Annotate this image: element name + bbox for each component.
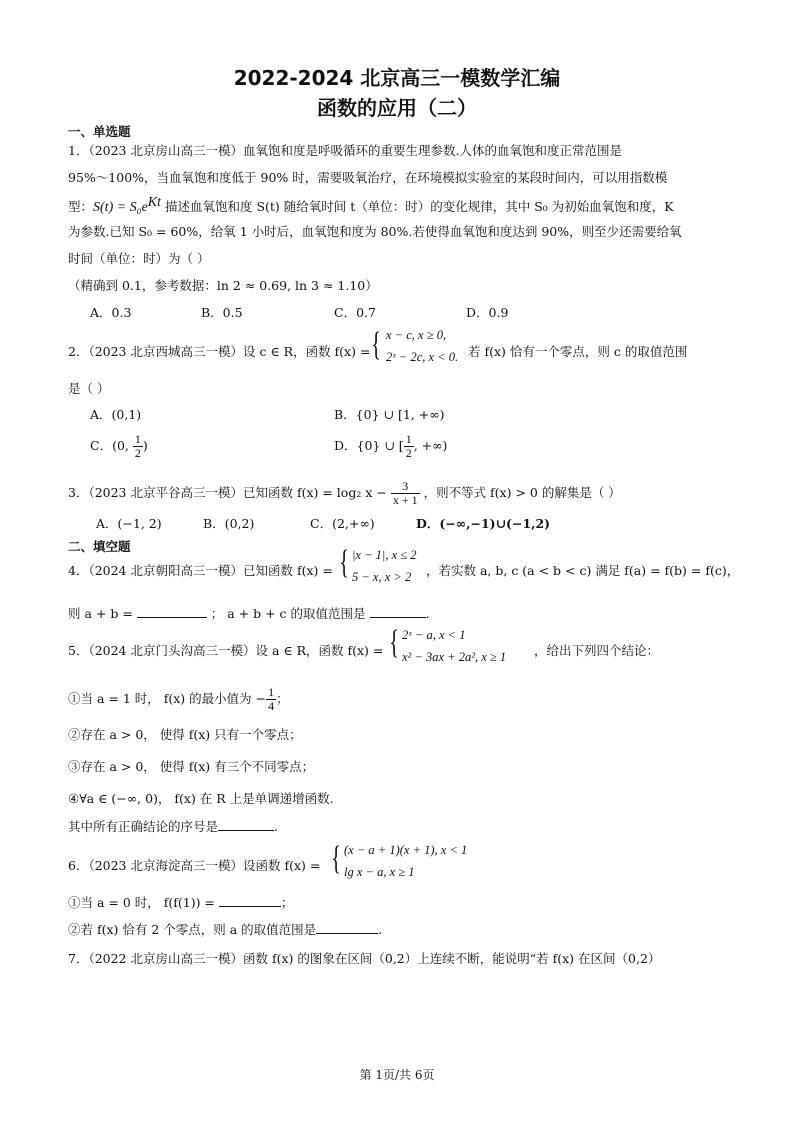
- q2-option-c-suffix: ): [142, 438, 148, 453]
- q2-lead: 2．（2023 北京西城高三一模）设 c ∈ R，函数 f(x) =: [68, 344, 371, 359]
- q1-option-d: D．0.9: [466, 305, 509, 320]
- q3-line: [68, 480, 621, 507]
- q4-case1: |x − 1|, x ≤ 2: [352, 548, 417, 562]
- q6-item2: [68, 920, 382, 938]
- q2-line2: 是（ ）: [68, 381, 110, 396]
- q1-line3-suffix: 描述血氧饱和度 S(t) 随给氧时间 t（单位：时）的变化规律，其中 S₀ 为初始血氧饱和度，K: [161, 199, 674, 215]
- q4-answer-blank-2[interactable]: [370, 605, 426, 618]
- q2-option-c-prefix: C．(0,: [90, 438, 133, 453]
- q3-fraction-denominator: x + 1: [392, 493, 418, 507]
- q5-case2: x² − 3ax + 2a², x ≥ 1: [402, 650, 507, 664]
- q2-option-c-fraction: [133, 433, 143, 460]
- q6-answer-blank-1[interactable]: [219, 894, 281, 907]
- q6-item2-text: ②若 f(x) 恰有 2 个零点，则 a 的取值范围是: [68, 922, 317, 937]
- q5-lead: 5．（2024 北京门头沟高三一模）设 a ∈ R，函数 f(x) =: [68, 643, 384, 658]
- q6-answer-blank-2[interactable]: [316, 921, 378, 934]
- q6-item2-end: .: [378, 922, 383, 937]
- q4-answer-blank-1[interactable]: [137, 605, 207, 618]
- q5-item1-fraction: [266, 686, 276, 713]
- q2-case1: x − c, x ≥ 0,: [386, 328, 447, 342]
- q2-option-a: A．(0,1): [90, 407, 142, 422]
- q4-line2-end: .: [425, 606, 430, 621]
- q2-option-b: B．{0} ∪ [1, +∞): [334, 407, 445, 422]
- q5-item1-end: ；: [276, 691, 289, 706]
- q2-piecewise-brace: {: [371, 326, 382, 363]
- q2-case2: 2ˣ − 2c, x < 0.: [386, 350, 459, 364]
- q5-item4: ④∀a ∈ (−∞, 0)， f(x) 在 R 上是单调递增函数.: [68, 791, 334, 806]
- q1-formula: S(t) = S₀e: [93, 200, 148, 216]
- q6-case2: lg x − a, x ≥ 1: [344, 865, 415, 879]
- q1-line1: 1．（2023 北京房山高三一模）血氧饱和度是呼吸循环的重要生理参数.人体的血氧饱和度正常范围是: [68, 143, 622, 158]
- q4-tail: ，若实数 a, b, c (a < b < c) 满足 f(a) = f(b) = f(c)，: [426, 563, 740, 578]
- q5-item1-numerator: 1: [268, 685, 275, 699]
- q4-line2-part-a: 则 a + b =: [68, 606, 133, 621]
- page-footer: 第 1页/共 6页: [359, 1068, 435, 1082]
- q1-option-c: C．0.7: [334, 305, 376, 320]
- q2-option-d-denominator: 2: [405, 446, 412, 460]
- q4-piecewise-brace: {: [339, 544, 350, 581]
- q1-line3: [68, 195, 674, 216]
- q5-item2: ②存在 a > 0， 使得 f(x) 只有一个零点；: [68, 727, 302, 742]
- q3-lead: 3．（2023 北京平谷高三一模）已知函数 f(x) = log₂ x −: [68, 485, 387, 500]
- q1-line3-prefix: 型：: [68, 199, 94, 215]
- q4-lead: 4．（2024 北京朝阳高三一模）已知函数 f(x) =: [68, 563, 333, 578]
- q2-option-d-numerator: 1: [405, 432, 412, 446]
- section-heading-single-choice: 一、单选题: [68, 124, 131, 139]
- section-heading-fill-in: 二、填空题: [68, 539, 131, 554]
- q5-item1-text: ①当 a = 1 时， f(x) 的最小值为 −: [68, 691, 267, 706]
- q4-line2-part-b: ； a + b + c 的取值范围是: [210, 606, 366, 621]
- q3-fraction-numerator: 3: [391, 480, 420, 494]
- q6-item1-end: ；: [280, 895, 294, 910]
- q2-option-c: [90, 433, 148, 460]
- q6-item1-text: ①当 a = 0 时， f(f(1)) =: [68, 895, 215, 910]
- q5-item1-denominator: 4: [268, 699, 275, 713]
- q1-line5: 时间（单位：时）为（ ）: [68, 251, 210, 266]
- q5-item3: ③存在 a > 0， 使得 f(x) 有三个不同零点；: [68, 759, 315, 774]
- q1-formula-exponent: Kt: [147, 195, 161, 210]
- q5-case1: 2ˣ − a, x < 1: [402, 628, 466, 642]
- q4-case2: 5 − x, x > 2: [352, 570, 412, 584]
- q3-option-c: C．(2,+∞): [310, 516, 375, 531]
- q5-ask: [68, 817, 278, 835]
- q6-item1: [68, 893, 293, 911]
- q3-option-d: D．(−∞,−1)∪(−1,2): [416, 516, 551, 531]
- q2-option-c-denominator: 2: [134, 446, 141, 460]
- q1-line6: （精确到 0.1，参考数据：ln 2 ≈ 0.69, ln 3 ≈ 1.10）: [68, 278, 378, 293]
- q4-line2: [68, 604, 429, 622]
- q2-option-d-prefix: D．{0} ∪ [: [334, 438, 404, 453]
- q2-tail: 若 f(x) 恰有一个零点，则 c 的取值范围: [468, 344, 688, 359]
- q2-option-c-numerator: 1: [134, 432, 141, 446]
- q5-piecewise-brace: {: [389, 624, 400, 661]
- q5-item1: [68, 686, 289, 713]
- q2-option-d-fraction: [404, 433, 414, 460]
- q5-answer-blank[interactable]: [218, 818, 274, 831]
- q5-ask-text: 其中所有正确结论的序号是: [68, 819, 219, 834]
- q1-line2: 95%～100%，当血氧饱和度低于 90% 时，需要吸氧治疗，在环境模拟实验室的某段时间内，可以用指数模: [68, 170, 668, 185]
- q3-fraction: [391, 480, 420, 507]
- page-subtitle: 函数的应用（二）: [317, 96, 477, 120]
- q1-line4: 为参数.已知 S₀ = 60%，给氧 1 小时后，血氧饱和度为 80%.若使得血氧饱和度达到 90%，则至少还需要给氧: [68, 224, 682, 239]
- q3-tail: ，则不等式 f(x) > 0 的解集是（ ）: [423, 485, 621, 500]
- page-title: 2022-2024 北京高三一模数学汇编: [233, 66, 561, 90]
- q6-piecewise-brace: {: [331, 840, 342, 877]
- q3-option-b: B．(0,2): [203, 516, 255, 531]
- q1-option-a: A．0.3: [90, 305, 132, 320]
- q5-tail: ，给出下列四个结论：: [534, 643, 660, 658]
- q6-case1: (x − a + 1)(x + 1), x < 1: [344, 843, 468, 857]
- q2-option-d-suffix: , +∞): [413, 438, 448, 453]
- q5-ask-end: .: [274, 819, 278, 834]
- q1-option-b: B．0.5: [201, 305, 243, 320]
- q6-lead: 6．（2023 北京海淀高三一模）设函数 f(x) =: [68, 858, 321, 873]
- q3-option-a: A．(−1, 2): [96, 516, 162, 531]
- q7-line1: 7．（2022 北京房山高三一模）函数 f(x) 的图象在区间（0,2）上连续不断，能说明“若 f(x) 在区间（0,2）: [68, 951, 661, 966]
- q2-option-d: [334, 433, 447, 460]
